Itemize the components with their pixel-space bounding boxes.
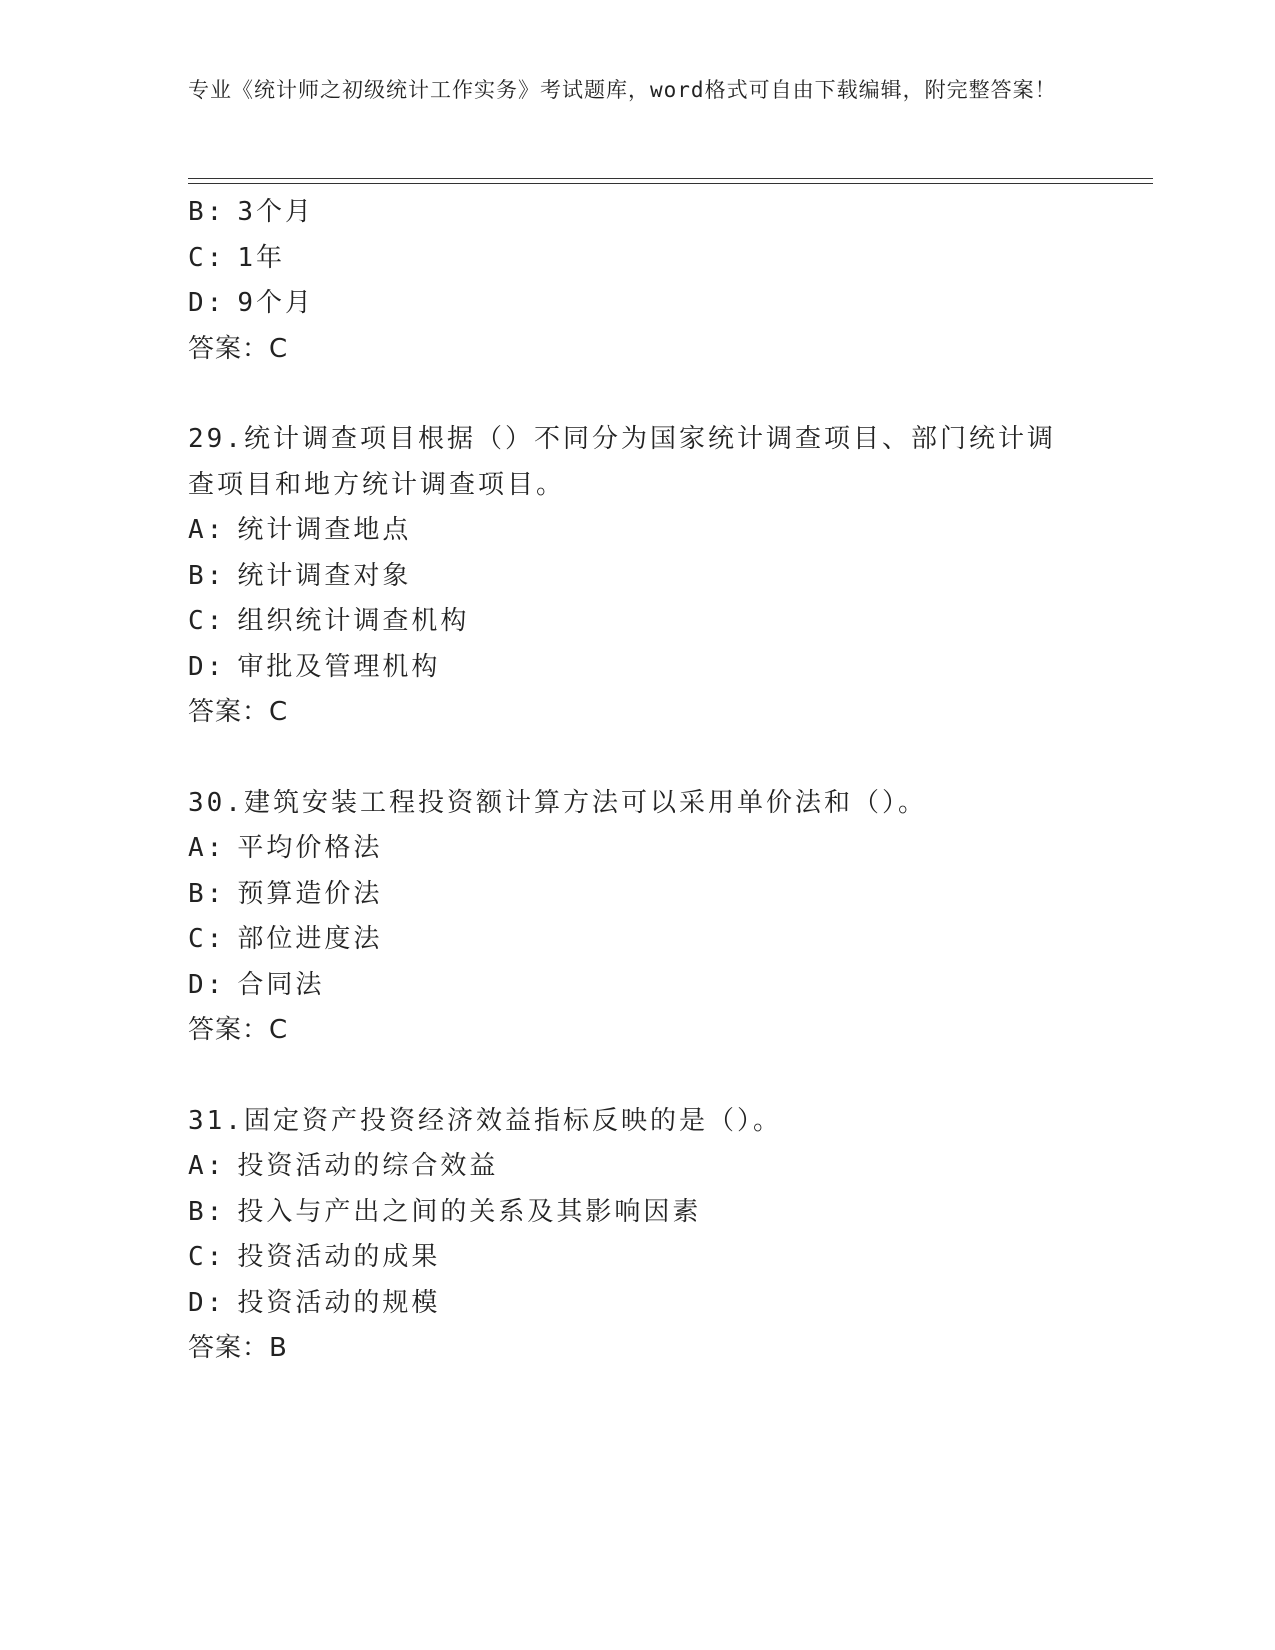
option-text: 统计调查对象	[237, 560, 412, 591]
option-d	[188, 645, 1088, 691]
option-label: B:	[188, 878, 226, 909]
option-label: B:	[188, 1196, 226, 1227]
option-text: 9个月	[237, 288, 314, 318]
option-text: 平均价格法	[237, 833, 383, 863]
option-c	[188, 236, 1088, 282]
answer-line: 答案：C	[188, 697, 289, 727]
question-30	[188, 781, 1088, 1054]
option-label: C:	[188, 924, 226, 954]
option-text: 投入与产出之间的关系及其影响因素	[237, 1196, 702, 1227]
option-text: 投资活动的成果	[237, 1242, 441, 1272]
option-text: 统计调查地点	[237, 515, 412, 545]
question-29	[188, 417, 1088, 736]
page-header: 专业《统计师之初级统计工作实务》考试题库，word格式可自由下载编辑，附完整答案！	[188, 78, 1057, 102]
option-d	[188, 281, 1088, 327]
option-text: 审批及管理机构	[237, 651, 441, 682]
option-b	[188, 872, 1088, 918]
option-label: A:	[188, 515, 226, 545]
option-label: C:	[188, 1242, 226, 1272]
option-a	[188, 508, 1088, 554]
option-label: D:	[188, 969, 226, 1000]
option-text: 预算造价法	[237, 878, 383, 909]
option-d	[188, 963, 1088, 1009]
option-text: 3个月	[237, 197, 314, 227]
option-d	[188, 1281, 1088, 1327]
option-text: 组织统计调查机构	[237, 606, 470, 636]
option-label: A:	[188, 833, 226, 863]
option-label: B:	[188, 560, 226, 591]
option-label: C:	[188, 242, 226, 273]
partial-question	[188, 190, 1088, 372]
option-b	[188, 190, 1088, 236]
option-text: 投资活动的综合效益	[237, 1151, 499, 1181]
option-label: B:	[188, 197, 226, 227]
option-label: D:	[188, 651, 226, 682]
option-text: 合同法	[237, 969, 325, 1000]
header-divider-bottom	[188, 183, 1153, 184]
option-text: 投资活动的规模	[237, 1287, 441, 1318]
option-b	[188, 554, 1088, 600]
option-a	[188, 826, 1088, 872]
option-label: D:	[188, 1287, 226, 1318]
option-c	[188, 599, 1088, 645]
option-label: C:	[188, 606, 226, 636]
option-c	[188, 917, 1088, 963]
answer-line: 答案：B	[188, 1333, 288, 1363]
header-divider-top	[188, 178, 1153, 179]
question-text: 29.统计调查项目根据（）不同分为国家统计调查项目、部门统计调查项目和地方统计调查项目。	[188, 424, 1056, 500]
option-c	[188, 1235, 1088, 1281]
option-text: 部位进度法	[237, 924, 383, 954]
question-text: 31.固定资产投资经济效益指标反映的是（）。	[188, 1105, 782, 1136]
answer-line: 答案：C	[188, 333, 289, 364]
option-a	[188, 1144, 1088, 1190]
option-label: D:	[188, 288, 226, 318]
answer-line: 答案：C	[188, 1015, 289, 1045]
question-text: 30.建筑安装工程投资额计算方法可以采用单价法和（）。	[188, 787, 927, 818]
question-list	[188, 190, 1088, 1372]
option-label: A:	[188, 1151, 226, 1181]
option-text: 1年	[237, 242, 285, 273]
option-b	[188, 1190, 1088, 1236]
question-31	[188, 1099, 1088, 1372]
